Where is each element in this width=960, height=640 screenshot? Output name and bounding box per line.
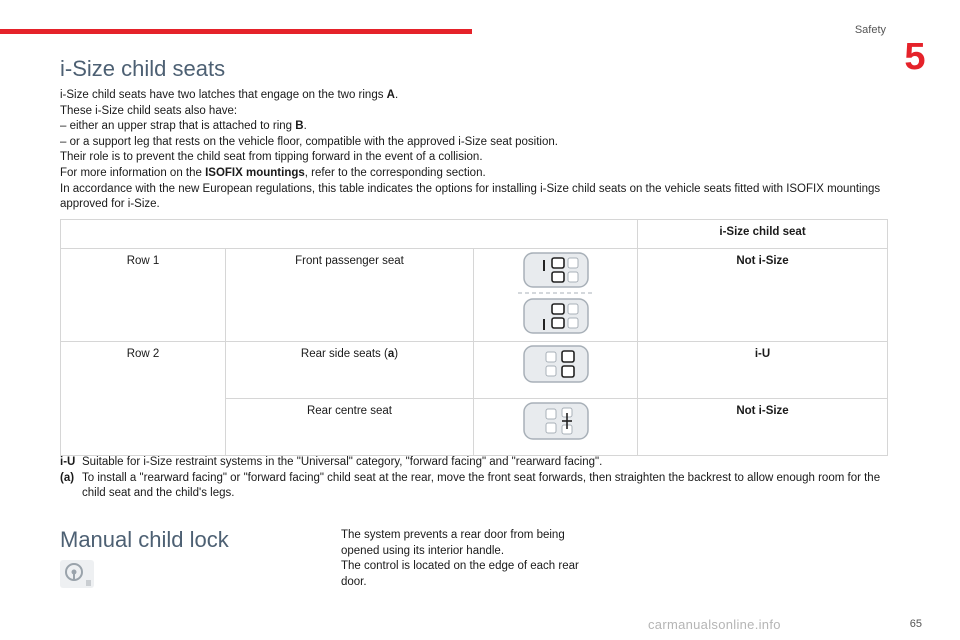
note-item: [60, 455, 890, 471]
row-label-cell: [61, 249, 226, 342]
intro-line: – either an upper strap that is attached to ring B.: [60, 120, 307, 133]
page-title: i-Size child seats: [60, 56, 226, 81]
table-value: i-U: [754, 348, 771, 360]
row-label: Row 2: [126, 348, 160, 360]
seat-cell: [226, 399, 474, 456]
chapter-number: 5: [904, 36, 926, 78]
text-line: door.: [341, 575, 367, 588]
row-label-cell: [61, 342, 226, 456]
note-text: To install a "rearward facing" or "forward facing" child seat at the rear, move the front seat forwards, then straighten the backrest to allow enough room for the child seat and the child's legs.: [82, 471, 881, 500]
row-label: Row 1: [126, 255, 160, 267]
intro-line: Their role is to prevent the child seat from tipping forward in the event of a collision.: [60, 151, 483, 164]
table-value: Not i-Size: [736, 255, 789, 267]
car-top-view-icon: [516, 399, 596, 443]
intro-line: In accordance with the new European regulations, this table indicates the options for installing i-Size child seats on the vehicle seats fitted with ISOFIX mountings approved for i-Size.: [60, 182, 881, 211]
section-heading: Manual child lock: [60, 527, 229, 552]
table-row: [61, 249, 888, 342]
note-item: [60, 471, 890, 502]
table-notes: [60, 455, 890, 502]
seat-label: Rear centre seat: [306, 405, 392, 417]
seat-label: Front passenger seat: [295, 255, 404, 267]
child-lock-icon: [60, 560, 94, 588]
isize-table: [60, 219, 888, 456]
note-key: i-U: [60, 456, 76, 468]
intro-text: [60, 88, 890, 213]
value-cell: [638, 399, 888, 456]
car-top-view-icon: [516, 249, 596, 337]
text-line: The control is located on the edge of each rear: [341, 560, 579, 573]
watermark: carmanualsonline.info: [648, 617, 781, 632]
car-top-view-icon: [516, 342, 596, 386]
header-accent-bar: [0, 29, 472, 34]
text-line: opened using its interior handle.: [341, 544, 505, 557]
intro-line: – or a support leg that rests on the vehicle floor, compatible with the approved i-Size seat position.: [60, 135, 558, 148]
text-line: The system prevents a rear door from being: [341, 529, 565, 541]
seat-cell: [226, 342, 474, 399]
diagram-cell: [474, 249, 638, 342]
manual-lock-text: [341, 528, 611, 590]
table-value: Not i-Size: [736, 405, 789, 417]
page-number: 65: [909, 618, 922, 630]
section-label: Safety: [854, 24, 886, 36]
intro-line: For more information on the ISOFIX mountings, refer to the corresponding section.: [60, 166, 486, 179]
value-cell: [638, 342, 888, 399]
intro-line: These i-Size child seats also have:: [60, 104, 238, 117]
note-text: Suitable for i-Size restraint systems in the "Universal" category, "forward facing" and "rearward facing".: [82, 456, 603, 468]
table-header-blank: [61, 220, 638, 249]
diagram-cell: [474, 399, 638, 456]
intro-line: i-Size child seats have two latches that engage on the two rings A.: [60, 89, 399, 101]
value-cell: [638, 249, 888, 342]
table-row: [61, 342, 888, 399]
seat-cell: [226, 249, 474, 342]
note-key: (a): [60, 471, 75, 484]
seat-label: Rear side seats (a): [300, 348, 399, 360]
diagram-cell: [474, 342, 638, 399]
table-header: i-Size child seat: [638, 220, 888, 249]
